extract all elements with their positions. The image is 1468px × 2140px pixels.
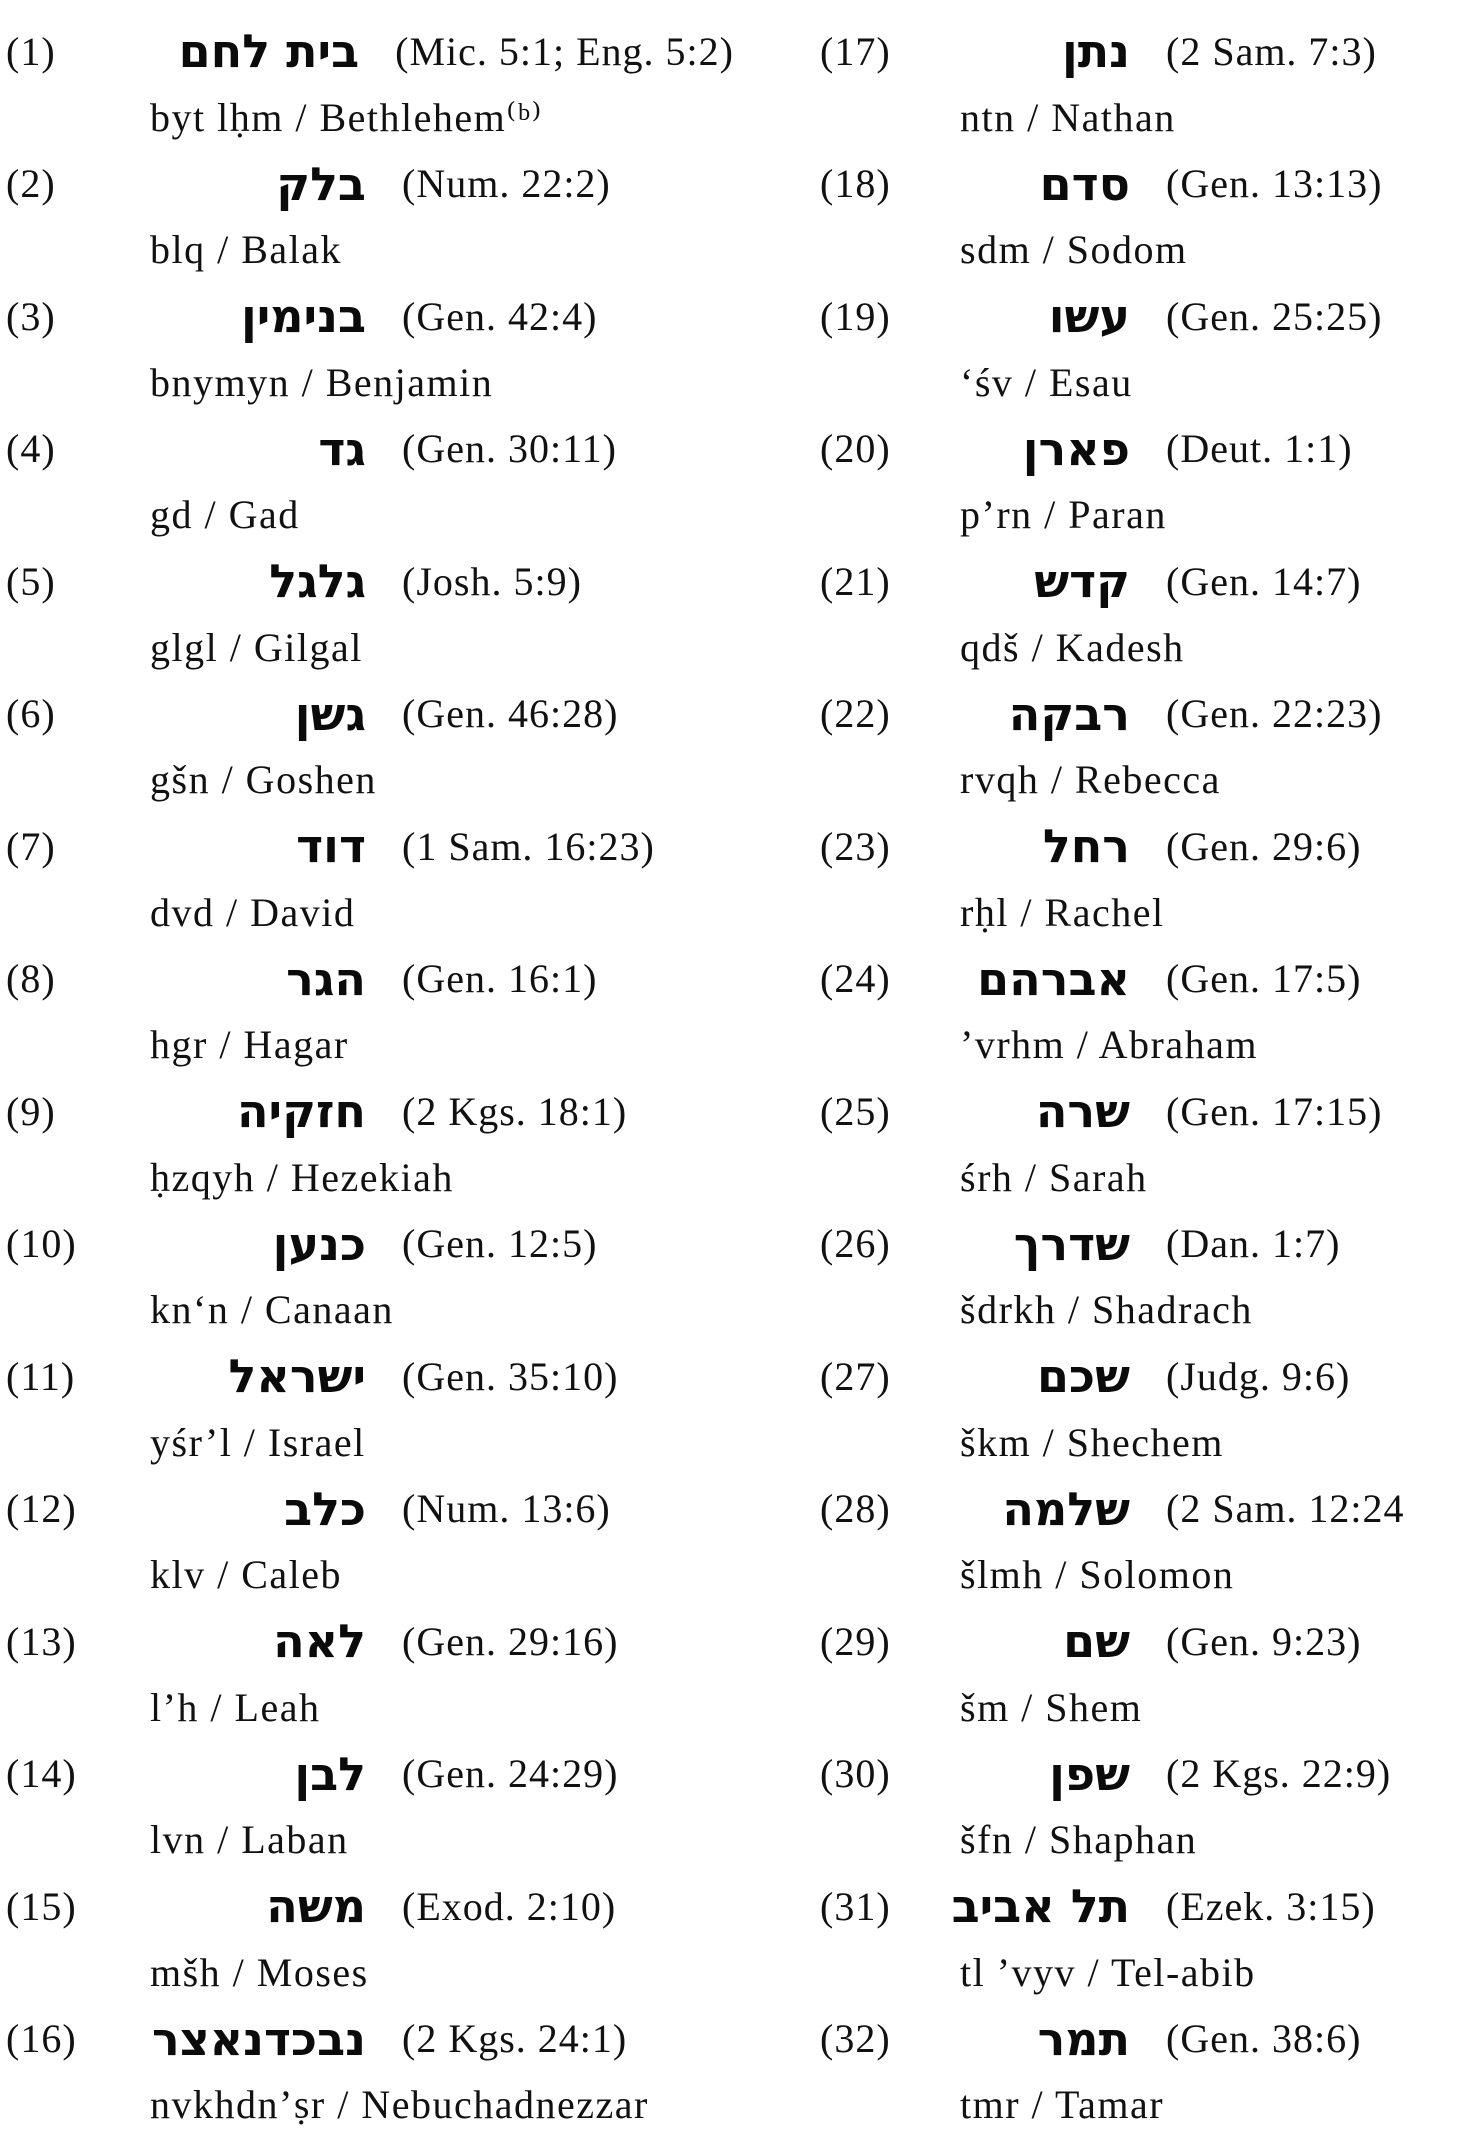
entry-header xyxy=(0,1873,734,1939)
transliteration: ḥzqyh / Hezekiah xyxy=(150,1154,454,1200)
entry-header xyxy=(820,1078,1468,1144)
entry-header xyxy=(0,946,734,1012)
entry-header xyxy=(820,1476,1468,1542)
scripture-reference: (Gen. 38:6) xyxy=(1166,2016,1362,2061)
entry-number: (15) xyxy=(6,1883,77,1929)
scripture-reference: (Ezek. 3:15) xyxy=(1166,1883,1376,1929)
entry-number: (20) xyxy=(820,426,891,471)
entry-number: (17) xyxy=(820,28,891,74)
transliteration: hgr / Hagar xyxy=(150,1022,349,1067)
entry-number: (26) xyxy=(820,1221,891,1266)
entry-number: (31) xyxy=(820,1883,891,1929)
transliteration: rḥl / Rachel xyxy=(960,889,1165,935)
entry-number: (8) xyxy=(6,956,56,1001)
transliteration: ’vrhm / Abraham xyxy=(960,1022,1258,1067)
scripture-reference: (Exod. 2:10) xyxy=(402,1883,617,1929)
entry-header xyxy=(820,1343,1468,1409)
entry-number: (16) xyxy=(6,2016,77,2061)
entry-number: (12) xyxy=(6,1486,77,1531)
entry-number: (5) xyxy=(6,558,56,604)
hebrew-name: שלמה xyxy=(1002,1481,1130,1536)
name-entry xyxy=(820,2006,1468,2139)
hebrew-name: חזקיה xyxy=(236,1084,366,1138)
scripture-reference: (Gen. 46:28) xyxy=(402,691,619,736)
entry-header xyxy=(0,18,734,84)
transliteration: lvn / Laban xyxy=(150,1817,349,1862)
scripture-reference: (2 Sam. 7:3) xyxy=(1166,28,1377,74)
name-entry xyxy=(0,1078,734,1211)
scripture-reference: (2 Kgs. 18:1) xyxy=(402,1088,628,1134)
transliteration: gšn / Goshen xyxy=(150,757,377,802)
name-entry xyxy=(0,1741,734,1874)
entry-header xyxy=(0,813,734,879)
entry-header xyxy=(820,813,1468,879)
name-entry xyxy=(0,548,734,681)
transliteration: p’rn / Paran xyxy=(960,492,1167,537)
name-entry xyxy=(0,946,734,1079)
name-entry xyxy=(0,283,734,416)
name-entry xyxy=(820,813,1468,946)
entry-header xyxy=(820,681,1468,747)
scripture-reference: (Num. 13:6) xyxy=(402,1486,611,1531)
transliteration: šdrkh / Shadrach xyxy=(960,1287,1253,1332)
transliteration: ‘śv / Esau xyxy=(960,359,1133,405)
entry-header xyxy=(820,18,1468,84)
entry-number: (4) xyxy=(6,426,56,471)
scripture-reference: (Gen. 25:25) xyxy=(1166,293,1383,339)
entry-number: (14) xyxy=(6,1751,77,1796)
scripture-reference: (Gen. 29:16) xyxy=(402,1618,619,1664)
entry-number: (1) xyxy=(6,28,56,74)
name-entry xyxy=(0,2006,734,2139)
scripture-reference: (Josh. 5:9) xyxy=(402,558,582,604)
scripture-reference: (Gen. 29:6) xyxy=(1166,823,1362,869)
transliteration: l’h / Leah xyxy=(150,1684,321,1730)
transliteration: qdš / Kadesh xyxy=(960,624,1185,670)
transliteration: klv / Caleb xyxy=(150,1552,343,1597)
hebrew-name: כנען xyxy=(272,1216,366,1271)
name-entry xyxy=(820,151,1468,284)
entry-number: (11) xyxy=(6,1353,76,1399)
entry-header xyxy=(0,1608,734,1674)
hebrew-name: לאה xyxy=(273,1614,366,1668)
name-entry xyxy=(0,18,734,151)
entry-number: (3) xyxy=(6,293,56,339)
hebrew-name: הגר xyxy=(286,951,366,1006)
entry-header xyxy=(0,151,734,217)
entry-header xyxy=(820,1741,1468,1807)
entry-number: (22) xyxy=(820,691,891,736)
entry-number: (13) xyxy=(6,1618,77,1664)
scripture-reference: (Gen. 17:15) xyxy=(1166,1088,1383,1134)
hebrew-name: שדרך xyxy=(1013,1216,1130,1271)
entry-header xyxy=(0,283,734,349)
name-entry xyxy=(820,1476,1468,1609)
scripture-reference: (Gen. 17:5) xyxy=(1166,956,1362,1001)
scripture-reference: (2 Sam. 12:24 xyxy=(1166,1486,1405,1531)
scripture-reference: (Gen. 16:1) xyxy=(402,956,598,1001)
hebrew-name: שפן xyxy=(1049,1746,1130,1801)
name-entry xyxy=(0,1873,734,2006)
hebrew-name: קדש xyxy=(1034,554,1130,608)
hebrew-name: בית לחם xyxy=(178,24,360,78)
hebrew-name: נתן xyxy=(1061,24,1130,78)
hebrew-name: דוד xyxy=(296,819,366,873)
name-entry xyxy=(0,1608,734,1741)
entry-header xyxy=(820,283,1468,349)
hebrew-name: רבקה xyxy=(1008,686,1130,741)
hebrew-name: גד xyxy=(318,421,366,476)
scripture-reference: (Gen. 22:23) xyxy=(1166,691,1383,736)
entry-number: (25) xyxy=(820,1088,891,1134)
scripture-reference: (2 Kgs. 24:1) xyxy=(402,2016,628,2061)
name-entry xyxy=(0,813,734,946)
hebrew-name: אברהם xyxy=(977,951,1130,1006)
name-entry xyxy=(820,1741,1468,1874)
transliteration: šm / Shem xyxy=(960,1684,1143,1730)
entry-header xyxy=(0,416,734,482)
scripture-reference: (Gen. 35:10) xyxy=(402,1353,619,1399)
name-entry xyxy=(820,548,1468,681)
entry-header xyxy=(820,416,1468,482)
entry-number: (24) xyxy=(820,956,891,1001)
entry-header xyxy=(820,946,1468,1012)
name-entry xyxy=(820,681,1468,814)
scripture-reference: (Mic. 5:1; Eng. 5:2) xyxy=(395,28,734,74)
transliteration: nvkhdn’ṣr / Nebuchadnezzar xyxy=(150,2082,649,2127)
right-column xyxy=(820,18,1468,2138)
scripture-reference: (Gen. 9:23) xyxy=(1166,1618,1362,1664)
transliteration: tmr / Tamar xyxy=(960,2082,1165,2127)
entry-number: (9) xyxy=(6,1088,56,1134)
transliteration: glgl / Gilgal xyxy=(150,624,363,670)
scripture-reference: (Gen. 13:13) xyxy=(1166,161,1383,206)
hebrew-name: פארן xyxy=(1022,421,1130,476)
entry-number: (28) xyxy=(820,1486,891,1531)
scripture-reference: (1 Sam. 16:23) xyxy=(402,823,655,869)
entry-number: (7) xyxy=(6,823,56,869)
name-entry xyxy=(0,1211,734,1344)
name-entry xyxy=(820,416,1468,549)
entry-header xyxy=(820,1211,1468,1277)
transliteration: ntn / Nathan xyxy=(960,94,1176,140)
transliteration: dvd / David xyxy=(150,889,356,935)
entry-header xyxy=(820,2006,1468,2072)
scripture-reference: (Judg. 9:6) xyxy=(1166,1353,1351,1399)
scripture-reference: (Gen. 14:7) xyxy=(1166,558,1362,604)
transliteration: gd / Gad xyxy=(150,492,300,537)
transliteration: blq / Balak xyxy=(150,227,343,272)
name-entry xyxy=(0,1343,734,1476)
name-entry xyxy=(820,1608,1468,1741)
entry-header xyxy=(820,1608,1468,1674)
entry-number: (6) xyxy=(6,691,56,736)
hebrew-name: שם xyxy=(1063,1614,1130,1668)
entry-number: (18) xyxy=(820,161,891,206)
left-column xyxy=(0,18,734,2138)
entry-number: (30) xyxy=(820,1751,891,1796)
hebrew-name: שכם xyxy=(1037,1349,1130,1403)
entry-number: (10) xyxy=(6,1221,77,1266)
hebrew-name: עשו xyxy=(1048,289,1130,343)
hebrew-name: תל אביב xyxy=(951,1879,1130,1933)
name-entry xyxy=(0,416,734,549)
entry-number: (19) xyxy=(820,293,891,339)
name-entry xyxy=(0,1476,734,1609)
name-entry xyxy=(820,1078,1468,1211)
entry-number: (27) xyxy=(820,1353,891,1399)
entry-number: (23) xyxy=(820,823,891,869)
entry-header xyxy=(0,1476,734,1542)
scripture-reference: (Gen. 12:5) xyxy=(402,1221,598,1266)
scripture-reference: (Gen. 24:29) xyxy=(402,1751,619,1796)
hebrew-name: ישראל xyxy=(228,1349,366,1403)
entry-header xyxy=(0,2006,734,2072)
name-entry xyxy=(0,681,734,814)
hebrew-name: נבכדנאצר xyxy=(151,2011,366,2066)
transliteration: kn‘n / Canaan xyxy=(150,1287,394,1332)
transliteration: šfn / Shaphan xyxy=(960,1817,1198,1862)
entry-number: (32) xyxy=(820,2016,891,2061)
transliteration: yśr’l / Israel xyxy=(150,1419,366,1465)
name-entry xyxy=(820,18,1468,151)
scripture-reference: (Dan. 1:7) xyxy=(1166,1221,1341,1266)
name-entry xyxy=(820,1343,1468,1476)
entry-header xyxy=(0,1211,734,1277)
hebrew-name: בנימין xyxy=(240,289,366,343)
transliteration: šlmh / Solomon xyxy=(960,1552,1235,1597)
transliteration: mšh / Moses xyxy=(150,1949,369,1995)
name-entry xyxy=(820,1873,1468,2006)
scripture-reference: (2 Kgs. 22:9) xyxy=(1166,1751,1392,1796)
transliteration: byt lḥm / Bethlehem⁽ᵇ⁾ xyxy=(150,94,543,140)
transliteration: śrh / Sarah xyxy=(960,1154,1148,1200)
scripture-reference: (Deut. 1:1) xyxy=(1166,426,1353,471)
transliteration: tl ’vyv / Tel-abib xyxy=(960,1949,1256,1995)
scripture-reference: (Gen. 42:4) xyxy=(402,293,598,339)
hebrew-name: כלב xyxy=(284,1481,366,1536)
hebrew-name: סדם xyxy=(1039,156,1130,211)
hebrew-name: גשן xyxy=(294,686,366,741)
transliteration: sdm / Sodom xyxy=(960,227,1188,272)
entry-header xyxy=(820,151,1468,217)
entry-header xyxy=(0,1078,734,1144)
name-entry xyxy=(820,946,1468,1079)
hebrew-name: גלגל xyxy=(269,554,366,608)
entry-header xyxy=(820,1873,1468,1939)
entry-header xyxy=(0,1741,734,1807)
entry-number: (21) xyxy=(820,558,891,604)
transliteration: škm / Shechem xyxy=(960,1419,1224,1465)
transliteration: rvqh / Rebecca xyxy=(960,757,1221,802)
hebrew-name: שרה xyxy=(1035,1084,1130,1138)
hebrew-name: לבן xyxy=(294,1746,366,1801)
scripture-reference: (Num. 22:2) xyxy=(402,161,611,206)
scripture-reference: (Gen. 30:11) xyxy=(402,426,617,471)
hebrew-name: רחל xyxy=(1042,819,1130,873)
entry-number: (2) xyxy=(6,161,56,206)
entry-number: (29) xyxy=(820,1618,891,1664)
entry-header xyxy=(0,548,734,614)
entry-header xyxy=(0,681,734,747)
hebrew-name: משה xyxy=(266,1879,366,1933)
name-entry xyxy=(820,283,1468,416)
entry-header xyxy=(0,1343,734,1409)
hebrew-name: תמר xyxy=(1037,2011,1130,2066)
name-entry xyxy=(0,151,734,284)
hebrew-name: בלק xyxy=(276,156,366,211)
name-entry xyxy=(820,1211,1468,1344)
transliteration: bnymyn / Benjamin xyxy=(150,359,494,405)
entry-header xyxy=(820,548,1468,614)
